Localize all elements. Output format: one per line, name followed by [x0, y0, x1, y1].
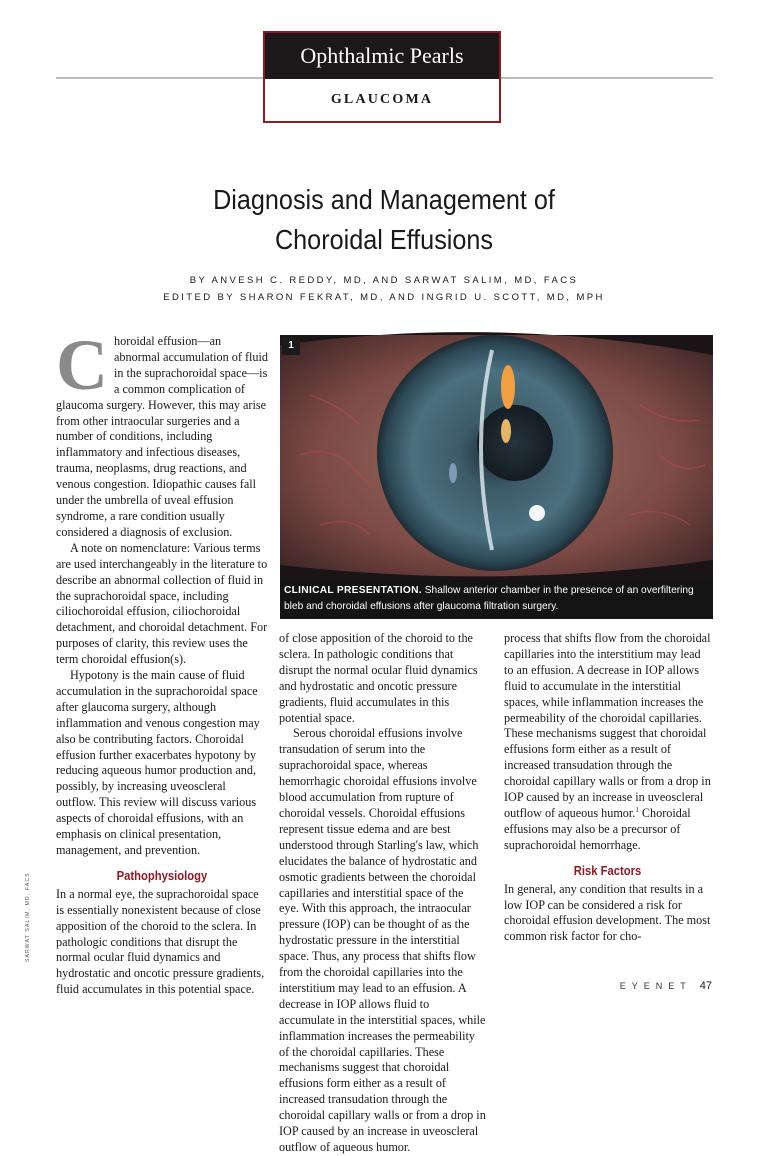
light-reflex-top [501, 365, 515, 409]
series-title: Ophthalmic Pearls [265, 33, 499, 79]
paragraph-hypotony: Hypotony is the main cause of fluid accumulation in the suprachoroidal space after glaucoma surgery, although inflammation and venous congestion may also be contributing factors. Choroidal effusion further exacerbates hypotony by reducing aqueous humor production and, possibly, by increasing uveoscleral outflow. This review will discuss various aspects of choroidal effusions, with an emphasis on clinical presentation, management, and prevention. [56, 668, 260, 857]
column-1 [56, 325, 268, 997]
reference-1: 1 [635, 805, 639, 814]
light-reflex-mid [501, 419, 511, 443]
byline [0, 272, 768, 306]
serous-text: Serous choroidal effusions involve transudation of serum into the suprachoroidal space, whereas hemorrhagic choroidal effusions involve blood accumulation from rupture of choroidal vessels. Choroidal effusions represent tissue edema and are best understood through Starling's law, which elucidates the balance of hydrostatic and osmotic gradients between the choroidal capillaries and interstitial space of the eye. With this approach, the intraocular pressure (IOP) can be thought of as the hydrostatic pressure in the interstitial space. Thus, any process that shifts flow from the choroidal capillaries into the interstitium may lead to an effusion. A decrease in IOP allows fluid to accumulate in the interstitial spaces, while inflammation increases the permeability of the choroidal capillaries. These mechanisms suggest that choroidal effusions form either as a result of increased transudation through the choroidal capillary walls or from a drop in IOP caused by an increase in uveoscleral outflow of aqueous humor. [279, 726, 486, 1154]
pupil [477, 405, 553, 481]
author-line: BY ANVESH C. REDDY, MD, AND SARWAT SALIM, MD, FACS [189, 275, 579, 286]
paragraph-serous [279, 726, 486, 1154]
title-line-1: Diagnosis and Management of [213, 184, 555, 215]
column-2-text [279, 631, 486, 1154]
department-header [263, 31, 501, 123]
paragraph-risk-factors: In general, any condition that results in a low IOP can be considered a risk for choroidal effusion development. The most common risk factor for cho- [504, 881, 711, 944]
subhead-risk-factors: Risk Factors [573, 863, 642, 878]
drop-cap: C [56, 325, 108, 405]
journal-name: EYENET [619, 981, 692, 991]
photo-credit: SARWAT SALIM, MD, FACS [25, 872, 31, 962]
article-title [38, 180, 729, 260]
title-line-2: Choroidal Effusions [274, 224, 494, 255]
editor-line: EDITED BY SHARON FEKRAT, MD, AND INGRID U. SCOTT, MD, MPH [163, 292, 605, 303]
paragraph-pathophysiology-start [56, 886, 268, 997]
serous-end-text: Choroidal effusions may also be a precursor of suprachoroidal hemorrhage. [504, 805, 691, 852]
caption-text: Shallow anterior chamber in the presence of an overfiltering bleb and choroidal effusions after glaucoma filtration surgery. [284, 585, 694, 612]
figure-number: 1 [282, 337, 300, 355]
caption-label: CLINICAL PRESENTATION. [284, 585, 422, 596]
light-reflex-bottom [529, 505, 545, 521]
column-3 [504, 631, 711, 945]
figure-1 [280, 335, 713, 619]
pathophysiology-text: In a normal eye, the suprachoroidal space is essentially nonexistent because of close apposition of the choroid to the sclera. In pathologic conditions that disrupt the normal ocular fluid dynamics and hydrostatic and oncotic pressure gradients, fluid accumulates in this potential space. [56, 886, 265, 997]
col3-lead: process that shifts flow from the choroidal capillaries into the interstitium may lead to an effusion. A decrease in IOP allows fluid to accumulate in the interstitial spaces, while inflammation increases the permeability of the choroidal capillaries. These mechanisms suggest that choroidal effusions form either as a result of increased transudation through the choroidal capillary walls or from a drop in IOP caused by an increase in uveoscleral outflow of aqueous humor.$^1$ Choroidal effusions may also be a precursor of suprachoroidal hemorrhage. [504, 631, 711, 852]
paragraph-nomenclature: A note on nomenclature: Various terms are used interchangeably in the literature to describe an abnormal collection of fluid in the suprachoroidal space, including ciliochoroidal effusion, ciliochoroidal detachment, and choroidal detachment. For purposes of clarity, this review uses the term choroidal effusion(s). [56, 540, 268, 667]
section-title: GLAUCOMA [330, 92, 434, 107]
page-footer [620, 980, 712, 992]
page-number: 47 [699, 980, 712, 992]
col2-lead: of close apposition of the choroid to the sclera. In pathologic conditions that disrupt the normal ocular fluid dynamics and hydrostatic and oncotic pressure gradients, fluid accumulates in this potential space. [279, 631, 478, 725]
eye-photo [280, 335, 713, 579]
paragraph-intro: horoidal effusion—an abnormal accumulation of fluid in the suprachoroidal space—is a common complication of glaucoma surgery. However, this may arise from other intraocular surgeries and a number of conditions, including inflammatory and infectious diseases, trauma, neoplasms, drug reactions, and venous congestion. Idiopathic causes fall under the umbrella of uveal effusion syndrome, a rare condition usually considered a diagnosis of exclusion. [56, 334, 268, 539]
light-reflex-small [449, 463, 457, 483]
subhead-pathophysiology: Pathophysiology [116, 868, 208, 883]
